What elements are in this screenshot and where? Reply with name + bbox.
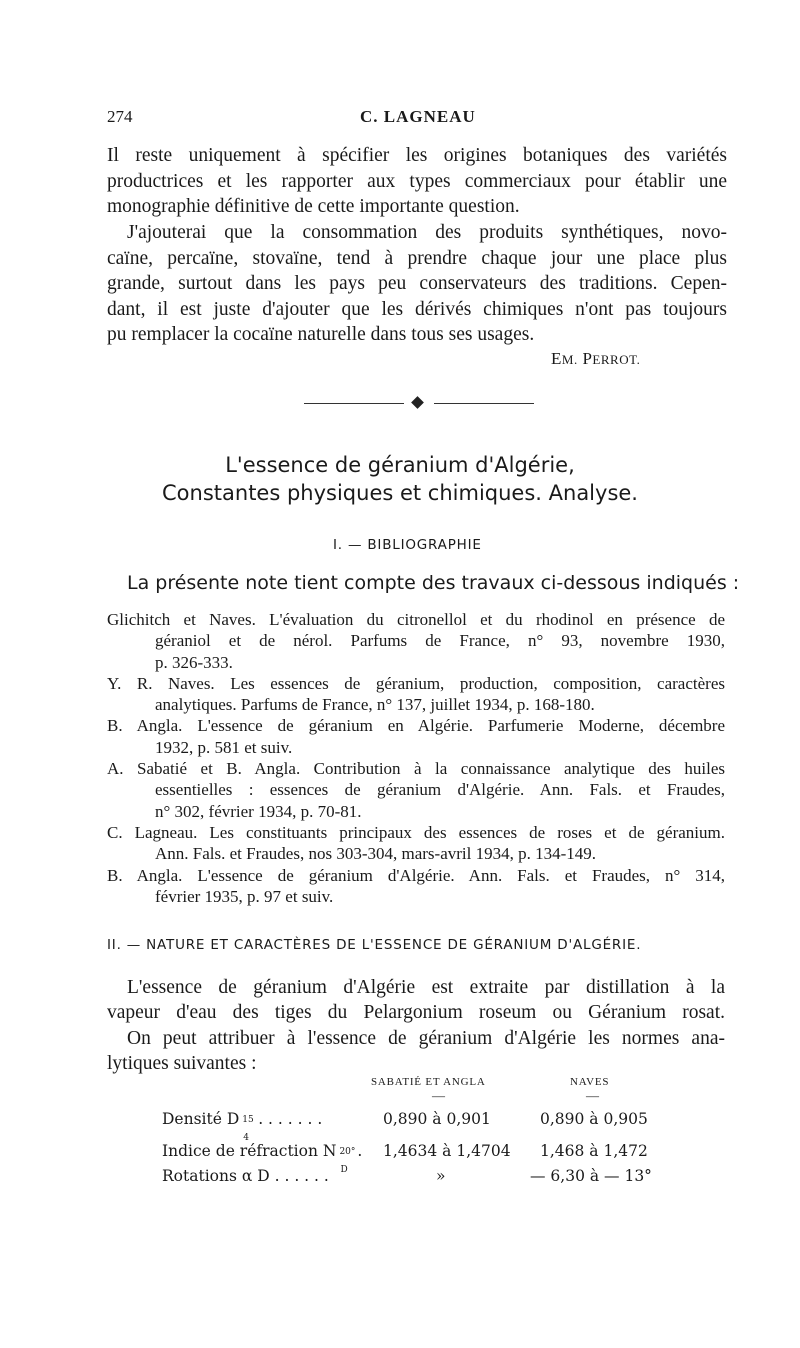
text-line: Glichitch et Naves. L'évaluation du citronellol et du rhodinol en présence de bbox=[107, 610, 725, 629]
table-cell-value: — 6,30 à — 13° bbox=[530, 1167, 652, 1185]
text-line: L'essence de géranium d'Algérie est extraite par distillation à la bbox=[127, 977, 725, 998]
text-line: lytiques suivantes : bbox=[107, 1053, 257, 1075]
text-line: A. Sabatié et B. Angla. Contribution à la connaissance analytique des huiles bbox=[107, 759, 725, 779]
table-col-header-naves: NAVES bbox=[570, 1076, 610, 1088]
table-row-label-densite: Densité D 15 4 . . . . . . . bbox=[162, 1110, 323, 1143]
closing-paragraph-2 bbox=[107, 220, 727, 348]
table-col-dash: — bbox=[586, 1088, 599, 1103]
text-line: vapeur d'eau des tiges du Pelargonium roseum ou Géranium rosat. bbox=[107, 1002, 725, 1024]
section-heading-bibliography: I. — BIBLIOGRAPHIE bbox=[333, 537, 482, 553]
text-line: On peut attribuer à l'essence de géranium d'Algérie les normes ana- bbox=[127, 1027, 725, 1049]
article-title-line-1: L'essence de géranium d'Algérie, bbox=[225, 453, 575, 477]
closing-paragraph-1 bbox=[107, 143, 727, 220]
page-number: 274 bbox=[107, 107, 133, 126]
author-signature: EM. PERROT. bbox=[551, 349, 641, 368]
text-line: B. Angla. L'essence de géranium d'Algérie. Ann. Fals. et Fraudes, n° 314, bbox=[107, 865, 725, 885]
text-line: 1932, p. 581 et suiv. bbox=[155, 737, 293, 757]
table-col-header-sabatie-angla: SABATIÉ ET ANGLA bbox=[371, 1076, 486, 1088]
table-cell-value: 1,4634 à 1,4704 bbox=[383, 1142, 511, 1160]
text-line: dant, il est juste d'ajouter que les dérivés chimiques n'ont pas toujours bbox=[107, 298, 727, 320]
text-line: Il reste uniquement à spécifier les origines botaniques des variétés bbox=[107, 145, 727, 166]
text-line: C. Lagneau. Les constituants principaux des essences de roses et de géranium. bbox=[107, 822, 725, 842]
text-line: p. 326-333. bbox=[155, 652, 233, 672]
text-line: Y. R. Naves. Les essences de géranium, production, composition, caractères bbox=[107, 673, 725, 693]
article-title-line-2: Constantes physiques et chimiques. Analyse. bbox=[162, 481, 638, 505]
section-divider bbox=[304, 396, 534, 410]
text-line: analytiques. Parfums de France, n° 137, juillet 1934, p. 168-180. bbox=[155, 695, 595, 715]
table-cell-value: » bbox=[436, 1167, 446, 1185]
section-heading-nature: II. — NATURE ET CARACTÈRES DE L'ESSENCE DE GÉRANIUM D'ALGÉRIE. bbox=[107, 937, 642, 953]
intro-sentence: La présente note tient compte des travaux ci-dessous indiqués : bbox=[127, 572, 740, 594]
bibliography-list bbox=[107, 609, 725, 907]
text-line: monographie définitive de cette importante question. bbox=[107, 196, 520, 218]
bibliography-entry bbox=[107, 865, 725, 908]
bibliography-entry bbox=[107, 822, 725, 865]
text-line: Ann. Fals. et Fraudes, nos 303-304, mars-avril 1934, p. 134-149. bbox=[155, 844, 597, 864]
bibliography-entry bbox=[107, 609, 725, 673]
bibliography-entry bbox=[107, 758, 725, 822]
text-line: caïne, percaïne, stovaïne, tend à prendre chaque jour une place plus bbox=[107, 247, 727, 269]
table-col-dash: — bbox=[432, 1088, 445, 1103]
text-line: n° 302, février 1934, p. 70-81. bbox=[155, 801, 362, 821]
table-cell-value: 1,468 à 1,472 bbox=[540, 1142, 648, 1160]
body-paragraph bbox=[107, 975, 725, 1077]
text-line: février 1935, p. 97 et suiv. bbox=[155, 886, 334, 906]
table-cell-value: 0,890 à 0,901 bbox=[383, 1110, 491, 1128]
text-line: géraniol et de nérol. Parfums de France, n° 93, novembre 1930, bbox=[155, 631, 725, 651]
text-line: J'ajouterai que la consommation des produits synthétiques, novo- bbox=[127, 222, 727, 243]
text-line: B. Angla. L'essence de géranium en Algérie. Parfumerie Moderne, décembre bbox=[107, 716, 725, 736]
table-row-label-rotations: Rotations α D . . . . . . bbox=[162, 1167, 329, 1185]
table-cell-value: 0,890 à 0,905 bbox=[540, 1110, 648, 1128]
running-title: C. LAGNEAU bbox=[360, 107, 476, 126]
text-line: essentielles : essences de géranium d'Algérie. Ann. Fals. et Fraudes, bbox=[155, 780, 725, 800]
bibliography-entry bbox=[107, 673, 725, 716]
table-row-label-refraction: Indice de réfraction N 20° D . bbox=[162, 1142, 363, 1175]
text-line: pu remplacer la cocaïne naturelle dans tous ses usages. bbox=[107, 324, 535, 346]
text-line: productrices et les rapporter aux types commerciaux pour établir une bbox=[107, 170, 727, 192]
text-line: grande, surtout dans les pays peu conservateurs des traditions. Cepen- bbox=[107, 273, 727, 295]
diamond-ornament-icon bbox=[411, 396, 424, 409]
bibliography-entry bbox=[107, 715, 725, 758]
